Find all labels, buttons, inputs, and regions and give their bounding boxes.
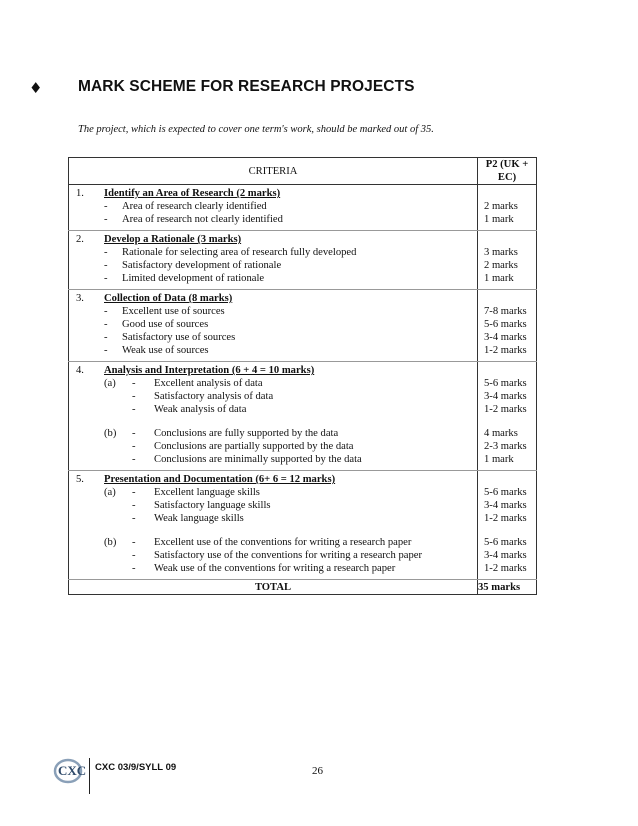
part-label — [104, 403, 128, 416]
item-dash: - — [104, 332, 108, 343]
section-title: Identify an Area of Research (2 marks) — [104, 188, 281, 199]
item-marks: 3-4 marks — [484, 391, 527, 402]
criterion-item — [69, 536, 477, 549]
item-marks: 4 marks — [484, 428, 518, 439]
criterion-item — [69, 427, 477, 440]
criteria-section-3 — [69, 290, 537, 362]
part-gap — [484, 525, 536, 536]
part-label: (b) — [104, 428, 117, 439]
part-label — [104, 453, 128, 466]
section-title: Presentation and Documentation (6+ 6 = 12 marks) — [104, 474, 336, 485]
criteria-section-1 — [69, 185, 537, 231]
item-marks: 2 marks — [484, 260, 518, 271]
item-text: Area of research not clearly identified — [122, 214, 283, 225]
item-marks: 2-3 marks — [484, 441, 527, 452]
item-marks: 3-4 marks — [484, 500, 527, 511]
criterion-item — [69, 200, 477, 213]
page-number: 26 — [312, 765, 323, 777]
item-marks: 1-2 marks — [484, 345, 527, 356]
marks-header: P2 (UK + EC) — [478, 158, 537, 185]
item-marks: 5-6 marks — [484, 487, 527, 498]
marks-spacer — [484, 233, 536, 246]
total-marks: 35 marks — [478, 580, 537, 595]
item-dash: - — [132, 378, 136, 389]
criteria-cell — [69, 362, 478, 471]
section-title: Develop a Rationale (3 marks) — [104, 234, 242, 245]
section-number: 4. — [76, 365, 84, 376]
item-dash: - — [132, 487, 136, 498]
marks-cell — [478, 290, 537, 362]
criteria-section-2 — [69, 231, 537, 290]
table-header-row — [69, 158, 537, 185]
item-dash: - — [132, 428, 136, 439]
marks-cell — [478, 362, 537, 471]
item-dash: - — [104, 214, 108, 225]
item-text: Excellent use of the conventions for writing a research paper — [154, 537, 412, 548]
item-text: Satisfactory language skills — [154, 500, 271, 511]
item-text: Limited development of rationale — [122, 273, 265, 284]
marks-cell — [478, 471, 537, 580]
item-dash: - — [132, 391, 136, 402]
criterion-item — [69, 246, 477, 259]
cxc-logo — [52, 756, 86, 790]
criterion-item — [69, 390, 477, 403]
criterion-item — [69, 440, 477, 453]
criterion-item — [69, 331, 477, 344]
criterion-item — [69, 512, 477, 525]
item-marks: 3 marks — [484, 247, 518, 258]
item-text: Satisfactory use of the conventions for writing a research paper — [154, 550, 422, 561]
part-label — [104, 549, 128, 562]
item-dash: - — [104, 247, 108, 258]
item-text: Weak use of the conventions for writing a research paper — [154, 563, 396, 574]
item-dash: - — [132, 563, 136, 574]
footer-divider — [89, 758, 90, 794]
item-marks: 2 marks — [484, 201, 518, 212]
item-text: Good use of sources — [122, 319, 209, 330]
criterion-item — [69, 562, 477, 575]
intro-text: The project, which is expected to cover one term's work, should be marked out of 35. — [78, 124, 434, 135]
part-label — [104, 499, 128, 512]
item-text: Excellent use of sources — [122, 306, 225, 317]
marks-cell — [478, 185, 537, 231]
item-text: Conclusions are minimally supported by the data — [154, 454, 362, 465]
item-text: Conclusions are partially supported by the data — [154, 441, 354, 452]
item-dash: - — [132, 537, 136, 548]
item-dash: - — [104, 260, 108, 271]
criteria-cell — [69, 471, 478, 580]
criterion-item — [69, 344, 477, 357]
page-heading: MARK SCHEME FOR RESEARCH PROJECTS — [78, 78, 415, 95]
item-marks: 1-2 marks — [484, 404, 527, 415]
item-text: Excellent analysis of data — [154, 378, 263, 389]
criteria-cell — [69, 231, 478, 290]
item-marks: 5-6 marks — [484, 378, 527, 389]
criterion-item — [69, 259, 477, 272]
item-marks: 5-6 marks — [484, 319, 527, 330]
item-marks: 1 mark — [484, 454, 514, 465]
item-text: Satisfactory use of sources — [122, 332, 236, 343]
item-marks: 3-4 marks — [484, 332, 527, 343]
section-title-row — [69, 473, 477, 486]
marks-spacer — [484, 292, 536, 305]
section-title-row — [69, 364, 477, 377]
item-dash: - — [104, 201, 108, 212]
item-text: Weak language skills — [154, 513, 244, 524]
criterion-item — [69, 453, 477, 466]
criteria-section-4 — [69, 362, 537, 471]
part-gap — [69, 525, 477, 536]
criterion-item — [69, 499, 477, 512]
item-text: Area of research clearly identified — [122, 201, 267, 212]
item-dash: - — [132, 441, 136, 452]
section-title-row — [69, 233, 477, 246]
part-label — [104, 440, 128, 453]
part-label — [104, 390, 128, 403]
item-dash: - — [132, 500, 136, 511]
mark-scheme-table — [68, 157, 537, 595]
item-dash: - — [132, 513, 136, 524]
section-title: Collection of Data (8 marks) — [104, 293, 233, 304]
item-text: Excellent language skills — [154, 487, 260, 498]
item-dash: - — [132, 404, 136, 415]
criterion-item — [69, 403, 477, 416]
part-label — [104, 562, 128, 575]
part-label: (b) — [104, 537, 117, 548]
total-row — [69, 580, 537, 595]
item-marks: 5-6 marks — [484, 537, 527, 548]
item-marks: 1 mark — [484, 273, 514, 284]
criterion-item — [69, 486, 477, 499]
item-dash: - — [104, 273, 108, 284]
item-marks: 1 mark — [484, 214, 514, 225]
criterion-item — [69, 549, 477, 562]
criteria-section-5 — [69, 471, 537, 580]
item-text: Rationale for selecting area of research fully developed — [122, 247, 357, 258]
diamond-bullet-icon: ♦ — [29, 79, 43, 97]
item-marks: 7-8 marks — [484, 306, 527, 317]
marks-spacer — [484, 364, 536, 377]
section-number: 2. — [76, 234, 84, 245]
part-gap — [69, 416, 477, 427]
total-label: TOTAL — [69, 580, 478, 595]
criterion-item — [69, 377, 477, 390]
section-title: Analysis and Interpretation (6 + 4 = 10 marks) — [104, 365, 315, 376]
criteria-cell — [69, 290, 478, 362]
section-number: 3. — [76, 293, 84, 304]
item-text: Weak use of sources — [122, 345, 209, 356]
item-marks: 1-2 marks — [484, 563, 527, 574]
item-text: Weak analysis of data — [154, 404, 247, 415]
item-marks: 3-4 marks — [484, 550, 527, 561]
criteria-cell — [69, 185, 478, 231]
item-text: Conclusions are fully supported by the data — [154, 428, 339, 439]
section-number: 1. — [76, 188, 84, 199]
syllabus-code: CXC 03/9/SYLL 09 — [95, 762, 177, 773]
criterion-item — [69, 318, 477, 331]
item-dash: - — [132, 454, 136, 465]
item-dash: - — [104, 345, 108, 356]
item-text: Satisfactory development of rationale — [122, 260, 282, 271]
section-title-row — [69, 187, 477, 200]
item-text: Satisfactory analysis of data — [154, 391, 274, 402]
part-label: (a) — [104, 378, 116, 389]
marks-spacer — [484, 187, 536, 200]
criteria-header: CRITERIA — [69, 158, 478, 185]
part-label: (a) — [104, 487, 116, 498]
criterion-item — [69, 305, 477, 318]
marks-cell — [478, 231, 537, 290]
section-number: 5. — [76, 474, 84, 485]
part-label — [104, 512, 128, 525]
item-dash: - — [132, 550, 136, 561]
marks-spacer — [484, 473, 536, 486]
item-marks: 1-2 marks — [484, 513, 527, 524]
criterion-item — [69, 213, 477, 226]
criterion-item — [69, 272, 477, 285]
part-gap — [484, 416, 536, 427]
item-dash: - — [104, 306, 108, 317]
cxc-logo-text: CXC — [58, 763, 86, 778]
section-title-row — [69, 292, 477, 305]
item-dash: - — [104, 319, 108, 330]
